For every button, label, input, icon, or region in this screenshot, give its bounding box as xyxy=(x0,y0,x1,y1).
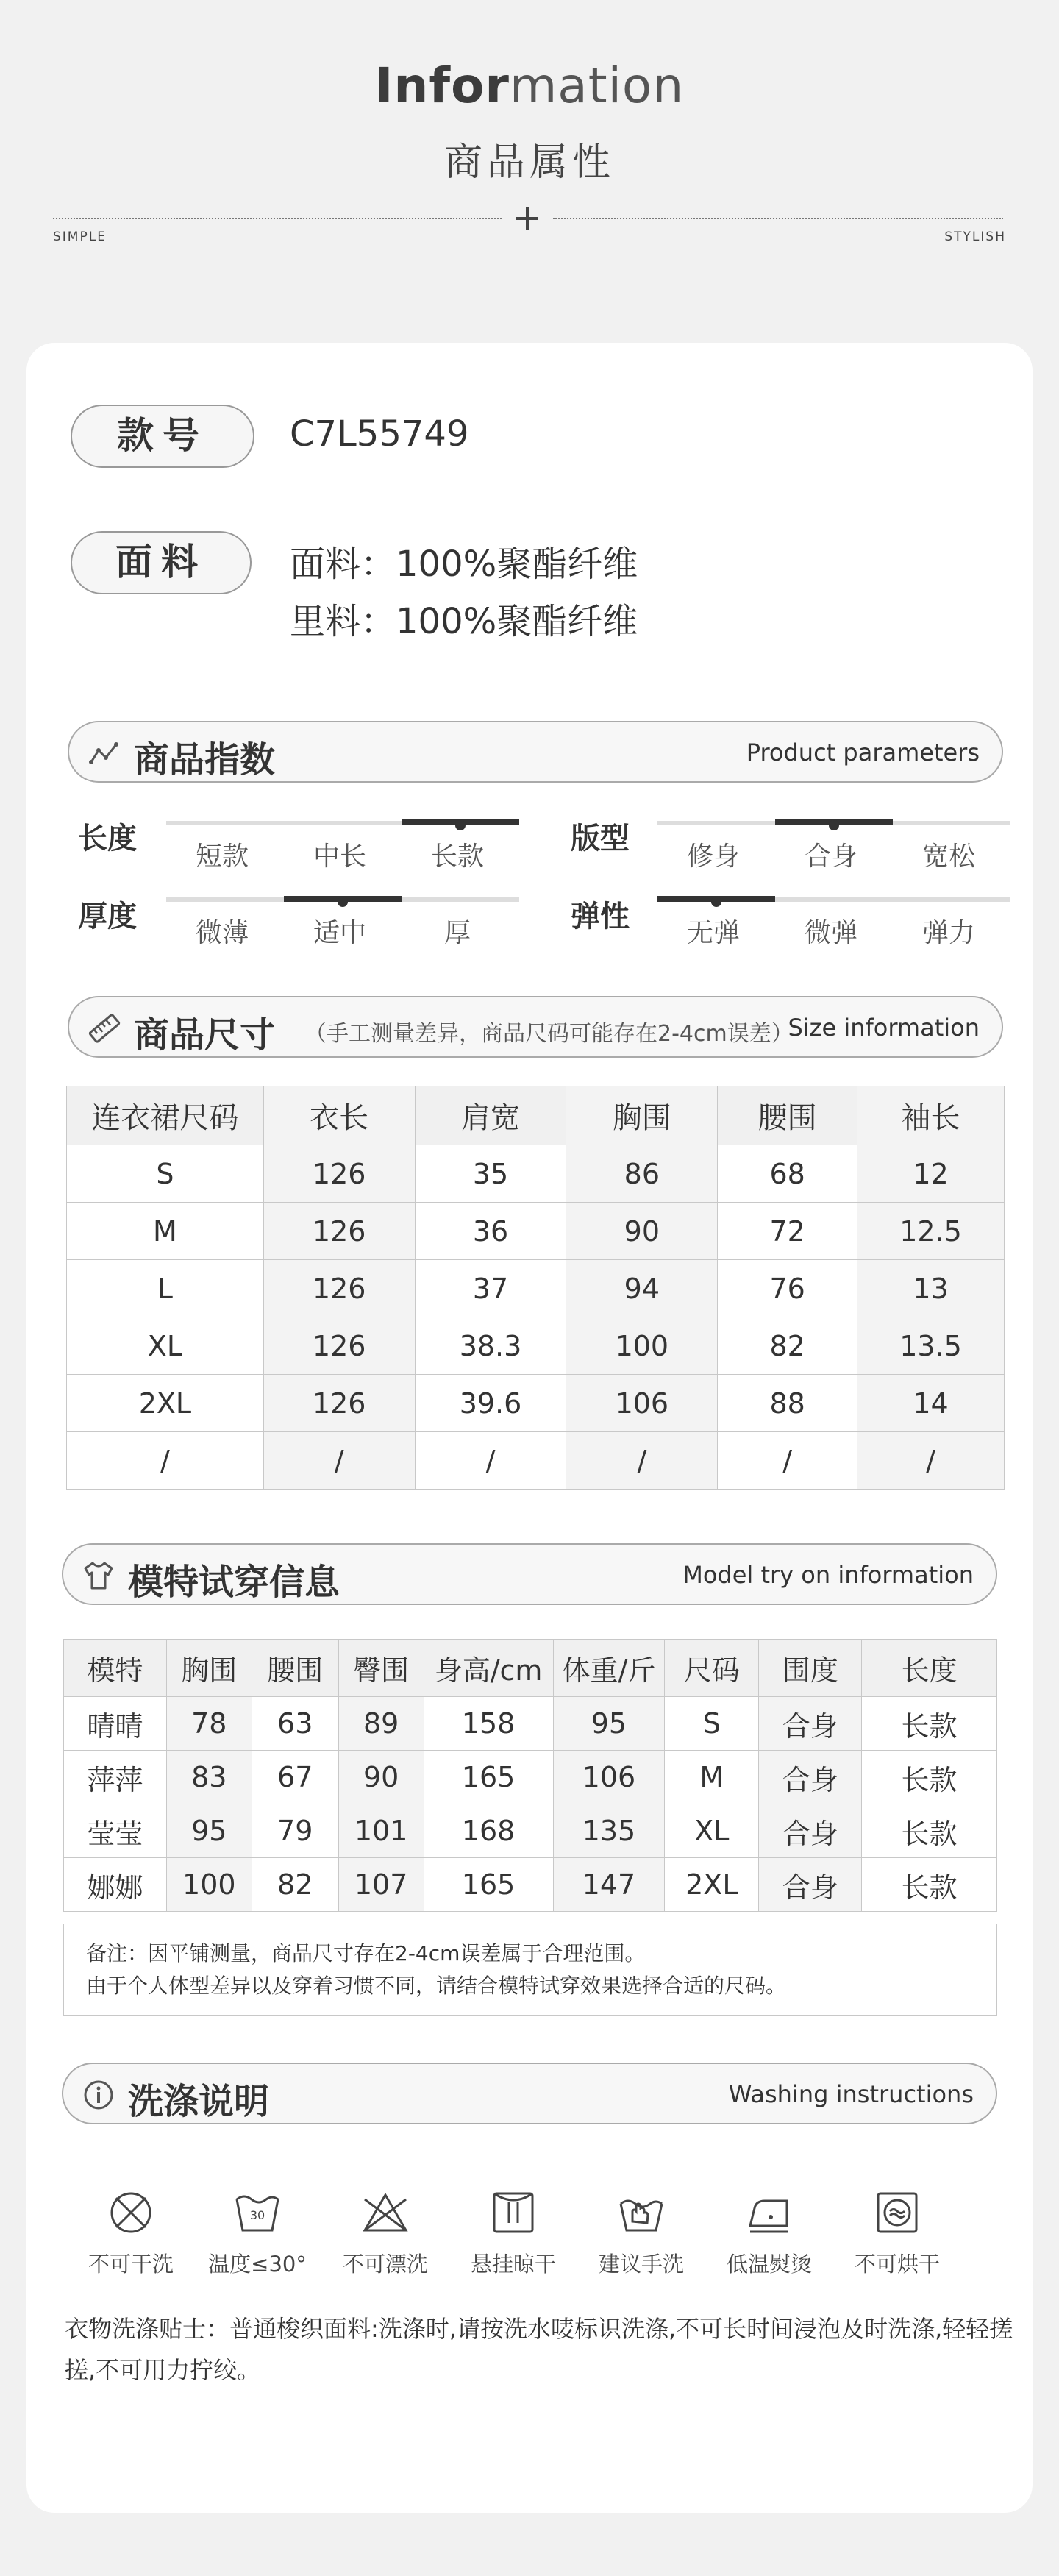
size-header-cell: 衣长 xyxy=(263,1086,415,1145)
size-cell: 86 xyxy=(566,1145,718,1203)
fabric-line-outer: 面料：100%聚酯纤维 xyxy=(290,544,638,585)
size-cell: 35 xyxy=(415,1145,566,1203)
param-option: 厚 xyxy=(443,918,471,948)
hand-wash-icon xyxy=(616,2188,666,2238)
model-cell: 晴晴 xyxy=(64,1697,167,1751)
info-icon xyxy=(82,2079,115,2111)
param-option: 适中 xyxy=(313,918,366,948)
wash-label: 不可干洗 xyxy=(88,2252,174,2277)
param-option: 微薄 xyxy=(195,918,249,948)
model-header-cell: 模特 xyxy=(64,1640,167,1697)
model-remark-line2: 由于个人体型差异以及穿着习惯不同，请结合模特试穿效果选择合适的尺码。 xyxy=(86,1974,787,1998)
size-cell: 2XL xyxy=(67,1375,264,1432)
header-simple-label: SIMPLE xyxy=(53,230,107,244)
wash-label: 悬挂晾干 xyxy=(470,2252,556,2277)
size-cell: 38.3 xyxy=(415,1317,566,1375)
size-table-header xyxy=(67,1086,1005,1145)
model-header-cell: 身高/cm xyxy=(424,1640,553,1697)
model-info-en: Model try on information xyxy=(682,1561,974,1589)
param-label: 长度 xyxy=(78,822,137,855)
model-cell: 168 xyxy=(424,1804,553,1858)
size-cell: 12 xyxy=(857,1145,1005,1203)
model-cell: 长款 xyxy=(862,1751,997,1804)
wash-item xyxy=(838,2188,956,2278)
param-option: 长款 xyxy=(430,842,484,872)
model-header-cell: 围度 xyxy=(759,1640,862,1697)
header-title-light: mation xyxy=(509,57,685,114)
wash-label: 建议手洗 xyxy=(598,2252,684,2277)
size-table-row xyxy=(67,1375,1005,1432)
size-cell: 88 xyxy=(718,1375,857,1432)
no-tumble-dry-icon xyxy=(872,2188,922,2238)
model-remark xyxy=(63,1924,997,2016)
size-cell: 126 xyxy=(263,1260,415,1317)
no-bleach-icon xyxy=(360,2188,410,2238)
param-option: 宽松 xyxy=(921,842,975,872)
size-header-cell: 连衣裙尺码 xyxy=(67,1086,264,1145)
param-indicator-dot xyxy=(829,820,839,830)
param-label: 厚度 xyxy=(78,900,137,933)
size-table-row xyxy=(67,1145,1005,1203)
model-table xyxy=(63,1639,997,1912)
ruler-icon xyxy=(88,1012,121,1045)
model-header-cell: 腰围 xyxy=(252,1640,338,1697)
model-info-title: 模特试穿信息 xyxy=(128,1562,340,1603)
model-cell: 165 xyxy=(424,1751,553,1804)
wash-item xyxy=(710,2188,828,2278)
size-cell: L xyxy=(67,1260,264,1317)
style-number-pill: 款号 xyxy=(71,405,254,468)
wash-label: 低温熨烫 xyxy=(726,2252,812,2277)
trend-line-icon xyxy=(88,737,121,769)
wash-item xyxy=(72,2188,190,2278)
size-cell: 68 xyxy=(718,1145,857,1203)
cross-icon xyxy=(515,206,540,231)
model-cell: 95 xyxy=(553,1697,665,1751)
size-table-row xyxy=(67,1260,1005,1317)
size-cell: 39.6 xyxy=(415,1375,566,1432)
washing-en: Washing instructions xyxy=(728,2080,974,2108)
size-cell: / xyxy=(415,1432,566,1490)
size-cell: 126 xyxy=(263,1203,415,1260)
param-indicator-dot xyxy=(711,897,721,907)
model-cell: 158 xyxy=(424,1697,553,1751)
size-info-en: Size information xyxy=(788,1014,980,1042)
size-cell: 94 xyxy=(566,1260,718,1317)
wash-item xyxy=(199,2188,316,2278)
wash-temperature-number: 30 xyxy=(249,2208,265,2222)
size-table-row xyxy=(67,1432,1005,1490)
size-header-cell: 腰围 xyxy=(718,1086,857,1145)
size-cell: 76 xyxy=(718,1260,857,1317)
model-table-row xyxy=(64,1697,997,1751)
size-header-cell: 胸围 xyxy=(566,1086,718,1145)
washing-title: 洗涤说明 xyxy=(128,2081,270,2122)
tshirt-icon xyxy=(82,1559,115,1592)
model-cell: S xyxy=(665,1697,759,1751)
size-cell: 126 xyxy=(263,1375,415,1432)
wash-item xyxy=(454,2188,572,2278)
model-cell: 100 xyxy=(166,1858,252,1912)
param-indicator-dot xyxy=(338,897,348,907)
size-cell: 126 xyxy=(263,1145,415,1203)
model-cell: 78 xyxy=(166,1697,252,1751)
size-table xyxy=(66,1086,1005,1490)
size-cell: / xyxy=(263,1432,415,1490)
param-option: 弹力 xyxy=(921,918,975,948)
param-track xyxy=(166,821,519,825)
size-cell: 72 xyxy=(718,1203,857,1260)
model-cell: 67 xyxy=(252,1751,338,1804)
size-cell: S xyxy=(67,1145,264,1203)
model-cell: 90 xyxy=(338,1751,424,1804)
model-cell: 82 xyxy=(252,1858,338,1912)
param-label: 弹性 xyxy=(571,900,630,933)
size-table-body xyxy=(67,1145,1005,1490)
size-cell: 106 xyxy=(566,1375,718,1432)
model-cell: 合身 xyxy=(759,1697,862,1751)
size-cell: 37 xyxy=(415,1260,566,1317)
param-track xyxy=(166,897,519,902)
param-option: 中长 xyxy=(313,842,366,872)
size-cell: 126 xyxy=(263,1317,415,1375)
model-cell: 107 xyxy=(338,1858,424,1912)
wash-label: 不可漂洗 xyxy=(342,2252,428,2277)
size-header-cell: 袖长 xyxy=(857,1086,1005,1145)
param-option: 无弹 xyxy=(686,918,740,948)
size-cell: M xyxy=(67,1203,264,1260)
size-info-note: （手工测量差异，商品尺码可能存在2-4cm误差） xyxy=(304,1021,794,1047)
size-cell: 14 xyxy=(857,1375,1005,1432)
model-cell: 长款 xyxy=(862,1858,997,1912)
size-header-cell: 肩宽 xyxy=(415,1086,566,1145)
size-cell: 36 xyxy=(415,1203,566,1260)
param-option: 修身 xyxy=(686,842,740,872)
model-cell: 娜娜 xyxy=(64,1858,167,1912)
wash-item xyxy=(582,2188,700,2278)
model-header-cell: 体重/斤 xyxy=(553,1640,665,1697)
model-table-header xyxy=(64,1640,997,1697)
model-cell: 合身 xyxy=(759,1751,862,1804)
model-remark-line1: 备注：因平铺测量，商品尺寸存在2-4cm误差属于合理范围。 xyxy=(86,1941,646,1965)
header-divider-left xyxy=(53,218,502,219)
header-title-bold: Infor xyxy=(374,57,510,114)
no-wash-icon xyxy=(106,2188,156,2238)
size-cell: 82 xyxy=(718,1317,857,1375)
param-option: 短款 xyxy=(195,842,249,872)
model-cell: 79 xyxy=(252,1804,338,1858)
model-table-row xyxy=(64,1858,997,1912)
low-iron-icon xyxy=(744,2188,794,2238)
size-cell: XL xyxy=(67,1317,264,1375)
model-header-cell: 臀围 xyxy=(338,1640,424,1697)
model-table-row xyxy=(64,1804,997,1858)
wash-label: 温度≤30° xyxy=(208,2252,307,2277)
param-track xyxy=(657,897,1010,902)
size-cell: / xyxy=(857,1432,1005,1490)
header-stylish-label: STYLISH xyxy=(944,230,1006,244)
model-table-row xyxy=(64,1751,997,1804)
size-cell: 100 xyxy=(566,1317,718,1375)
size-cell: / xyxy=(718,1432,857,1490)
size-cell: / xyxy=(566,1432,718,1490)
hang-dry-icon xyxy=(488,2188,538,2238)
fabric-line-lining: 里料：100%聚酯纤维 xyxy=(290,601,638,642)
model-cell: 合身 xyxy=(759,1804,862,1858)
model-cell: 莹莹 xyxy=(64,1804,167,1858)
size-info-title: 商品尺寸 xyxy=(134,1014,276,1056)
washing-bar xyxy=(62,2063,997,2124)
model-header-cell: 胸围 xyxy=(166,1640,252,1697)
model-cell: 89 xyxy=(338,1697,424,1751)
model-cell: 101 xyxy=(338,1804,424,1858)
product-params-title: 商品指数 xyxy=(134,739,276,780)
model-cell: 合身 xyxy=(759,1858,862,1912)
param-track xyxy=(657,821,1010,825)
model-table-body xyxy=(64,1697,997,1912)
size-info-bar xyxy=(68,996,1003,1058)
model-cell: 2XL xyxy=(665,1858,759,1912)
wash-30-icon xyxy=(232,2188,282,2238)
header-title xyxy=(0,57,1059,114)
size-cell: 90 xyxy=(566,1203,718,1260)
model-cell: M xyxy=(665,1751,759,1804)
model-cell: 106 xyxy=(553,1751,665,1804)
header-subtitle: 商品属性 xyxy=(443,140,615,185)
model-cell: 长款 xyxy=(862,1804,997,1858)
header-divider-right xyxy=(553,218,1003,219)
param-indicator-dot xyxy=(455,820,466,830)
product-params-bar xyxy=(68,721,1003,783)
param-label: 版型 xyxy=(571,822,630,855)
size-table-row xyxy=(67,1317,1005,1375)
model-cell: 长款 xyxy=(862,1697,997,1751)
model-cell: 95 xyxy=(166,1804,252,1858)
model-header-cell: 尺码 xyxy=(665,1640,759,1697)
model-info-bar xyxy=(62,1543,997,1605)
size-cell: 13.5 xyxy=(857,1317,1005,1375)
wash-label: 不可烘干 xyxy=(854,2252,940,2277)
model-cell: 165 xyxy=(424,1858,553,1912)
size-cell: / xyxy=(67,1432,264,1490)
size-table-row xyxy=(67,1203,1005,1260)
model-cell: XL xyxy=(665,1804,759,1858)
model-cell: 63 xyxy=(252,1697,338,1751)
washing-tips: 衣物洗涤贴士：普通梭织面料:洗涤时,请按洗水唛标识洗涤,不可长时间浸泡及时洗涤,轻轻搓搓,不可用力拧绞。 xyxy=(65,2315,1013,2384)
param-option: 微弹 xyxy=(804,918,857,948)
product-params-en: Product parameters xyxy=(746,739,980,766)
model-header-cell: 长度 xyxy=(862,1640,997,1697)
model-cell: 萍萍 xyxy=(64,1751,167,1804)
model-cell: 147 xyxy=(553,1858,665,1912)
style-number-value: C7L55749 xyxy=(290,413,469,455)
param-option: 合身 xyxy=(804,842,857,872)
wash-item xyxy=(327,2188,444,2278)
size-cell: 13 xyxy=(857,1260,1005,1317)
fabric-pill: 面料 xyxy=(71,531,252,594)
size-cell: 12.5 xyxy=(857,1203,1005,1260)
model-cell: 83 xyxy=(166,1751,252,1804)
model-cell: 135 xyxy=(553,1804,665,1858)
